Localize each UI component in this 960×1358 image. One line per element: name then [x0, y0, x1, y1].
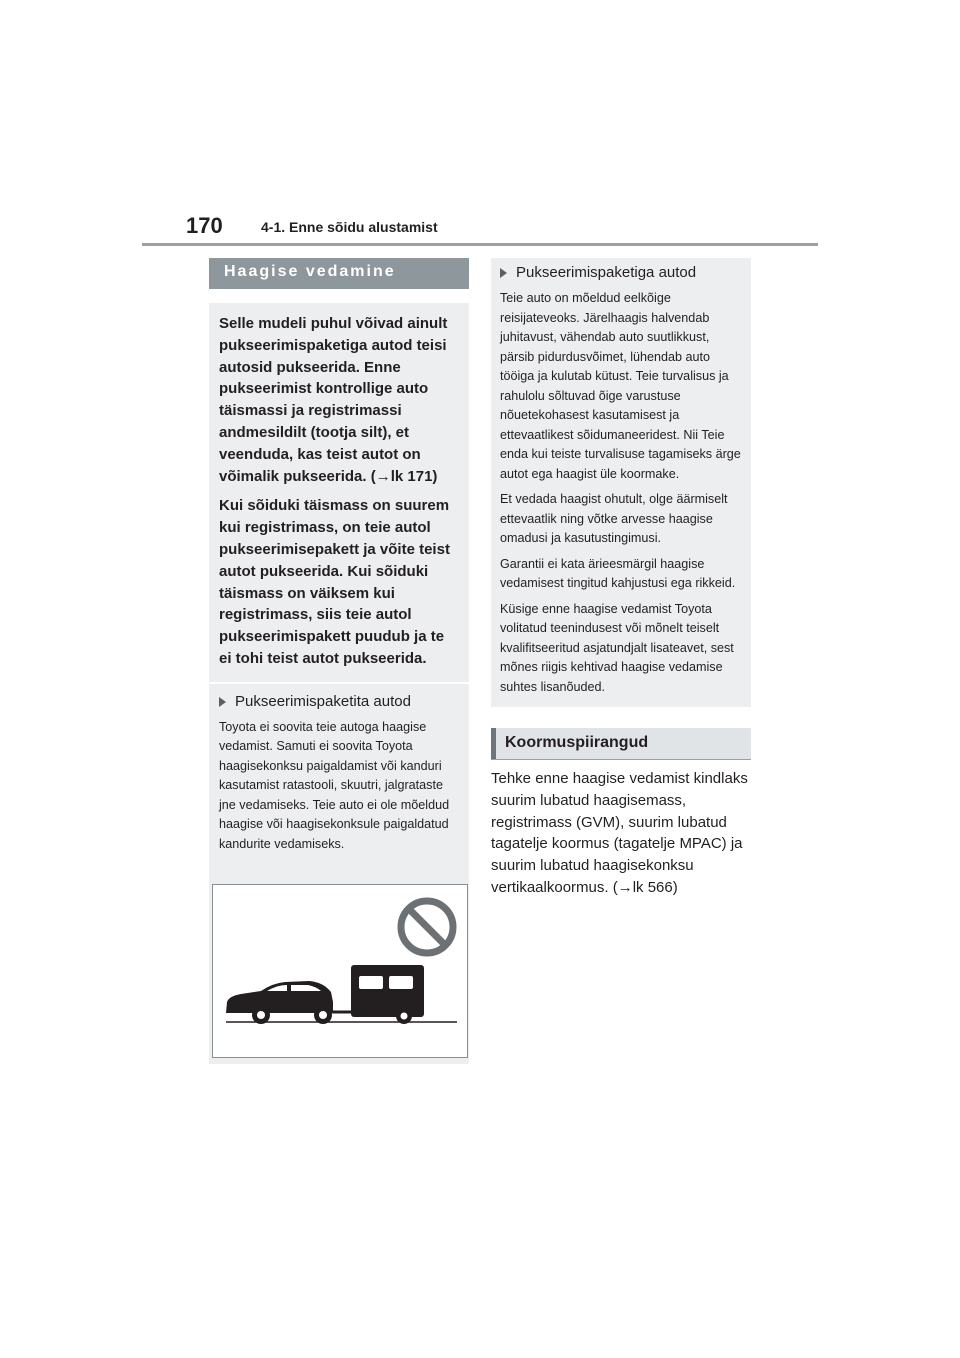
- header-rule: [142, 243, 818, 246]
- with-package-paragraph-3: Garantii ei kata ärieesmärgil haagise vedamisest tingitud kahjustusi ega rikkeid.: [500, 556, 736, 590]
- towing-prohibited-illustration: [212, 884, 468, 1058]
- towing-warning-box: [209, 303, 469, 682]
- with-package-heading-text: Pukseerimispaketiga autod: [516, 264, 697, 281]
- without-package-text: Toyota ei soovita teie autoga haagise vedamist. Samuti ei soovita Toyota haagisekonksu paigaldamist või kanduri kasutamist ratastooli, skuutri, jalgrataste jne vedamiseks. Teie auto ei ole mõeldud haagise või haagisekonksule paigaldatud kandurite vedamiseks.: [219, 719, 450, 851]
- warning-paragraph-2: Kui sõiduki täismass on suurem kui registrimass, on teie autol pukseerimisepakett ja võite teist autot pukseerida. Kui sõiduki täismass on väiksem kui registrimass, siis teie autol pukseerimispakett puudub ja te ei tohi teist autot pukseerida.: [219, 497, 450, 667]
- with-package-paragraph-1: Teie auto on mõeldud eelkõige reisijateveoks. Järelhaagis halvendab juhitavust, vähendab auto suutlikkust, pärsib pidurdusvõimet, lühendab auto tööiga ja kulutab kütust. Teie turvalisus ja rahulolu sõltuvad õige varustuse nõuetekohasest kasutamisest ja ettevaatlikest sõidumaneeridest. Nii Teie enda kui teiste turvalisuse tagamiseks ärge autot ega haagist üle koormake.: [500, 291, 741, 481]
- with-package-paragraph-4: Küsige enne haagise vedamist Toyota volitatud teenindusest või mõnelt teiselt kvalifitseeritud asjatundjalt lisateavet, sest mõnes riigis kehtivad haagise vedamise suhtes lisanõuded.: [500, 601, 734, 694]
- right-column: [491, 258, 751, 899]
- without-package-heading: [219, 692, 459, 712]
- page-number: 170: [186, 213, 223, 238]
- with-package-paragraph-2: Et vedada haagist ohutult, olge äärmiselt ettevaatlik ning võtke arvesse haagise omadusi ja kasutustingimusi.: [500, 492, 728, 545]
- with-package-heading: [500, 263, 741, 283]
- section-title: 4-1. Enne sõidu alustamist: [261, 219, 438, 235]
- triangle-bullet-icon: [219, 697, 226, 707]
- load-limits-text: Tehke enne haagise vedamist kindlaks suurim lubatud haagisemass, registrimass (GVM), suurim lubatud tagatelje koormus (tagatelje MPAC) ja suurim lubatud haagisekonksu vertikaalkoormus. (→lk 566): [491, 770, 748, 896]
- triangle-bullet-icon: [500, 268, 507, 278]
- without-package-heading-text: Pukseerimispaketita autod: [235, 692, 411, 710]
- with-package-box: [491, 258, 751, 707]
- load-limits-rule: [491, 759, 751, 760]
- towing-column: [209, 258, 469, 1064]
- load-limits-title: Koormuspiirangud: [491, 728, 751, 759]
- towing-title: Haagise vedamine: [209, 258, 469, 289]
- car-towing-trailer-prohibited-icon: [213, 885, 467, 1057]
- without-package-box: [209, 684, 469, 1064]
- warning-paragraph-1: Selle mudeli puhul võivad ainult pukseerimispaketiga autod teisi autosid pukseerida. Enne pukseerimist kontrollige auto täismassi ja registrimassi andmesildilt (tootja silt), et veenduda, kas teist autot on võimalik pukseerida. (→lk 171): [219, 315, 448, 485]
